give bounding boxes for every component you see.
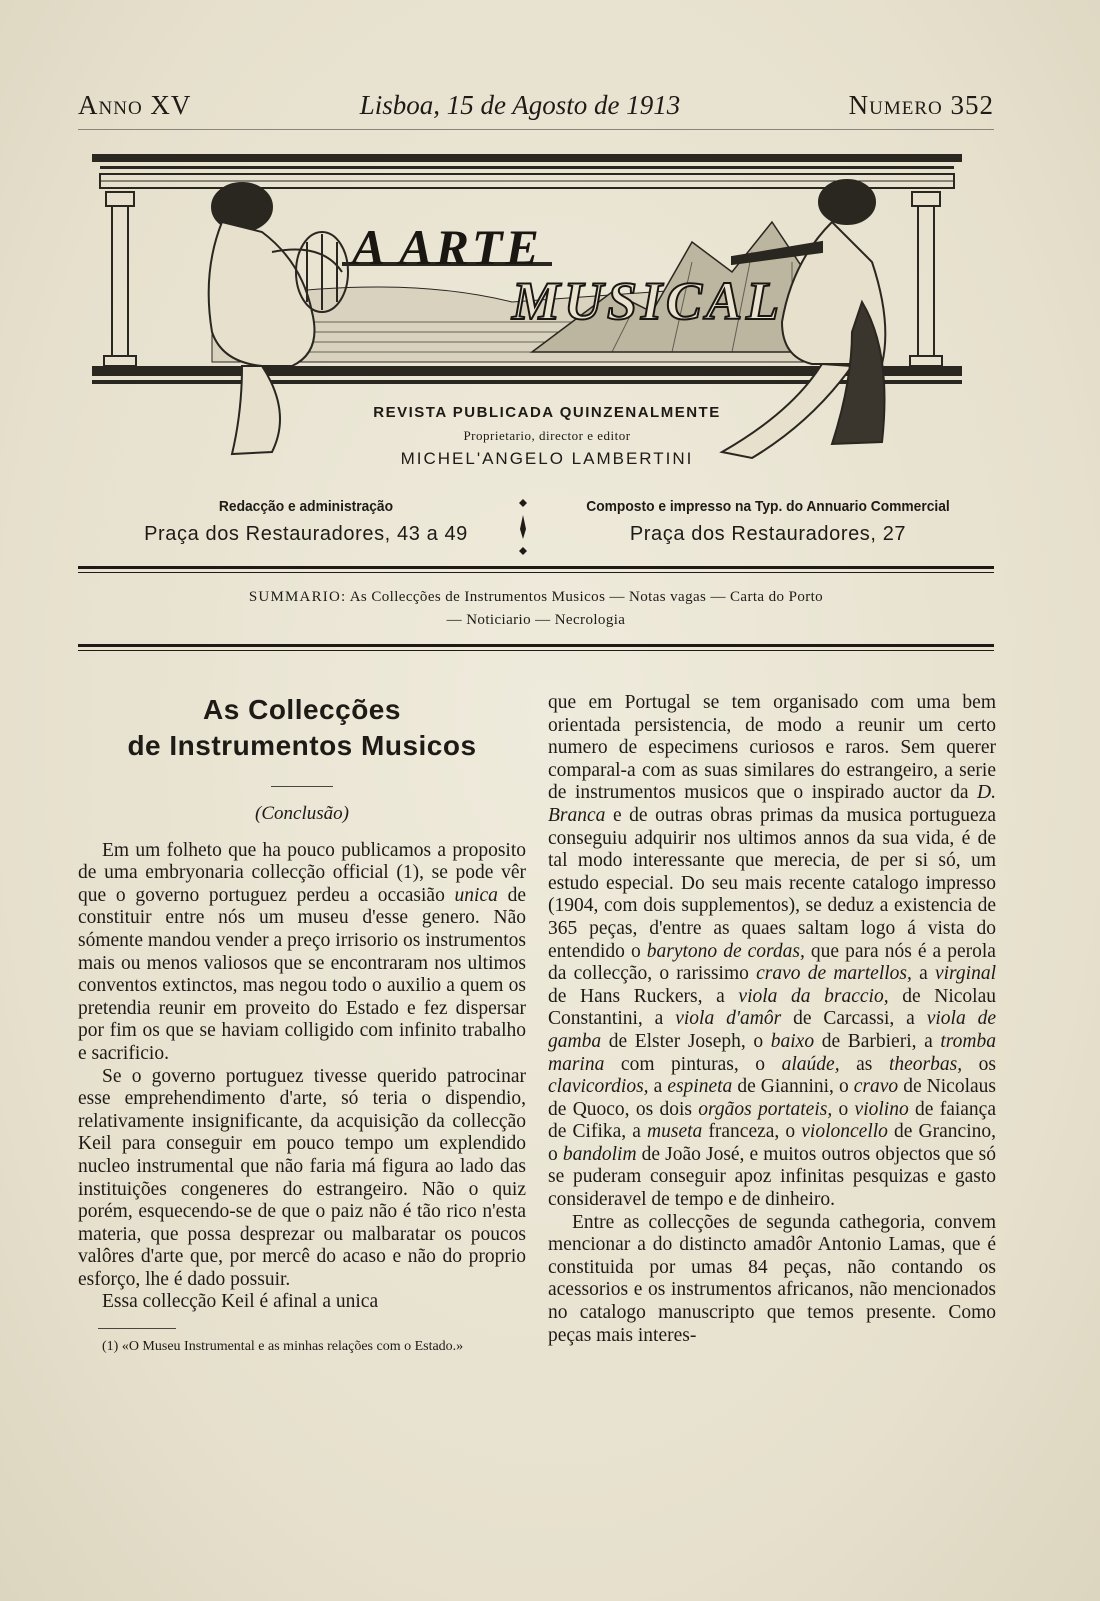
divider-rule xyxy=(78,566,994,573)
article-title xyxy=(78,692,526,764)
printer-address-place: Praça dos Restauradores, 27 xyxy=(629,523,907,545)
title-divider xyxy=(271,786,333,787)
masthead-title-arte: A ARTE xyxy=(352,219,542,275)
paragraph: Em um folheto que ha pouco publicamos a proposito de uma embryonaria collecção official (1), se pode vêr que o governo portuguez perdeu a occasião unica de constituir entre nós um museu d'esse genero. Não sómente mandou vender a preço irrisorio os instrumentos mais ou menos valiosos que se encontraram nos ultimos conventos extinctos, mas negou todo o auxilio a quem os pretendia reunir em proveito do Estado e fez dispersar por fim os que se haviam colligido com infinito trabalho e sacrificio. xyxy=(78,839,526,1064)
paragraph: Entre as collecções de segunda cathegoria, convem mencionar a do distincto amadôr Antonio Lamas, que é constituida por umas 84 peças, não contando os acessorios e os instrumentos africanos, não mencionados no catalogo manuscripto que temos presente. Como peças mais interes- xyxy=(548,1211,996,1346)
summary-line-2: — Noticiario — Necrologia xyxy=(446,612,626,628)
article-column-right xyxy=(548,692,996,1347)
article-title-line-2: de Instrumentos Musicos xyxy=(127,730,477,761)
masthead xyxy=(92,152,984,487)
summary xyxy=(78,586,994,632)
footnote: (1) «O Museu Instrumental e as minhas relações com o Estado.» xyxy=(102,1339,464,1355)
article-title-line-1: As Collecções xyxy=(203,694,401,725)
printer-address xyxy=(540,498,996,546)
summary-line-1: As Collecções de Instrumentos Musicos — Notas vagas — Carta do Porto xyxy=(349,589,824,605)
printer-address-label: Composto e impresso na Typ. do Annuario Commercial xyxy=(586,498,950,515)
editorial-address-place: Praça dos Restauradores, 43 a 49 xyxy=(144,523,468,545)
proprietor-label: Proprietario, director e editor xyxy=(463,428,631,443)
paragraph: que em Portugal se tem organisado com uma bem orientada persistencia, de modo a reunir um certo numero de especimens curiosos e raros. Sem querer comparal-a com as suas similares do estrangeiro, a serie de instrumentos musicos que o inspirado auctor da D. Branca e de outras obras primas da musica portugueza conseguiu adquirir nos ultimos annos da sua vida, é de tal modo interessante que merecia, de per si só, um estudo especial. Do seu mais recente catalogo impresso (1904, com dois supplementos), se deduz a existencia de 365 peças, d'entre as quaes saltam logo á vista do entendido o barytono de cordas, que para nós é a perola da collecção, o rarissimo cravo de martellos, a virginal de Hans Ruckers, a viola da braccio, de Nicolau Constantini, a viola d'amôr de Carcassi, a viola de gamba de Elster Joseph, o baixo de Barbieri, a tromba marina com pinturas, o alaúde, as theorbas, os clavicordios, a espineta de Giannini, o cravo de Nicolaus de Quoco, os dois orgãos portateis, o violino de faiança de Cifika, a museta franceza, o violoncello de Grancino, o bandolim de João José, e muitos outros objectos que só se puderam conseguir apoz infinitas pesquizas e gasto consideravel de tempo e de dinheiro. xyxy=(548,692,996,1211)
editorial-address-label: Redacção e administração xyxy=(218,498,394,515)
article-subtitle: (Conclusão) xyxy=(255,803,349,824)
issue-header xyxy=(78,90,994,130)
paragraph: Essa collecção Keil é afinal a unica xyxy=(102,1291,379,1313)
issue-number: Numero 352 xyxy=(848,90,994,120)
publication-frequency: REVISTA PUBLICADA QUINZENALMENTE xyxy=(373,404,721,421)
paragraph: Se o governo portuguez tivesse querido patrocinar esse emprehendimento d'arte, só teria o dispendio, relativamente insignificante, da acquisição da collecção Keil para conseguir em pouco tempo um explendido nucleo instrumental que não faria má figura ao lado das instituições congeneres do estrangeiro. Não o quiz porém, esquecendo-se de que o paiz não é tão rico n'esta materia, que possa desprezar ou malbaratar os poucos valôres d'arte que, por mercê do acaso e não do proprio esforço, lhe é dado possuir. xyxy=(78,1065,526,1290)
editor-name: MICHEL'ANGELO LAMBERTINI xyxy=(400,449,694,468)
ornament-separator xyxy=(516,499,530,555)
issue-year: Anno XV xyxy=(78,90,192,120)
editorial-address xyxy=(108,498,504,546)
masthead-title-musical: MUSICAL xyxy=(512,271,784,331)
article-column-left xyxy=(78,692,526,1357)
divider-rule xyxy=(78,644,994,651)
footnote-divider xyxy=(98,1328,176,1329)
issue-date: Lisboa, 15 de Agosto de 1913 xyxy=(359,90,681,120)
summary-label: SUMMARIO: xyxy=(248,589,347,605)
